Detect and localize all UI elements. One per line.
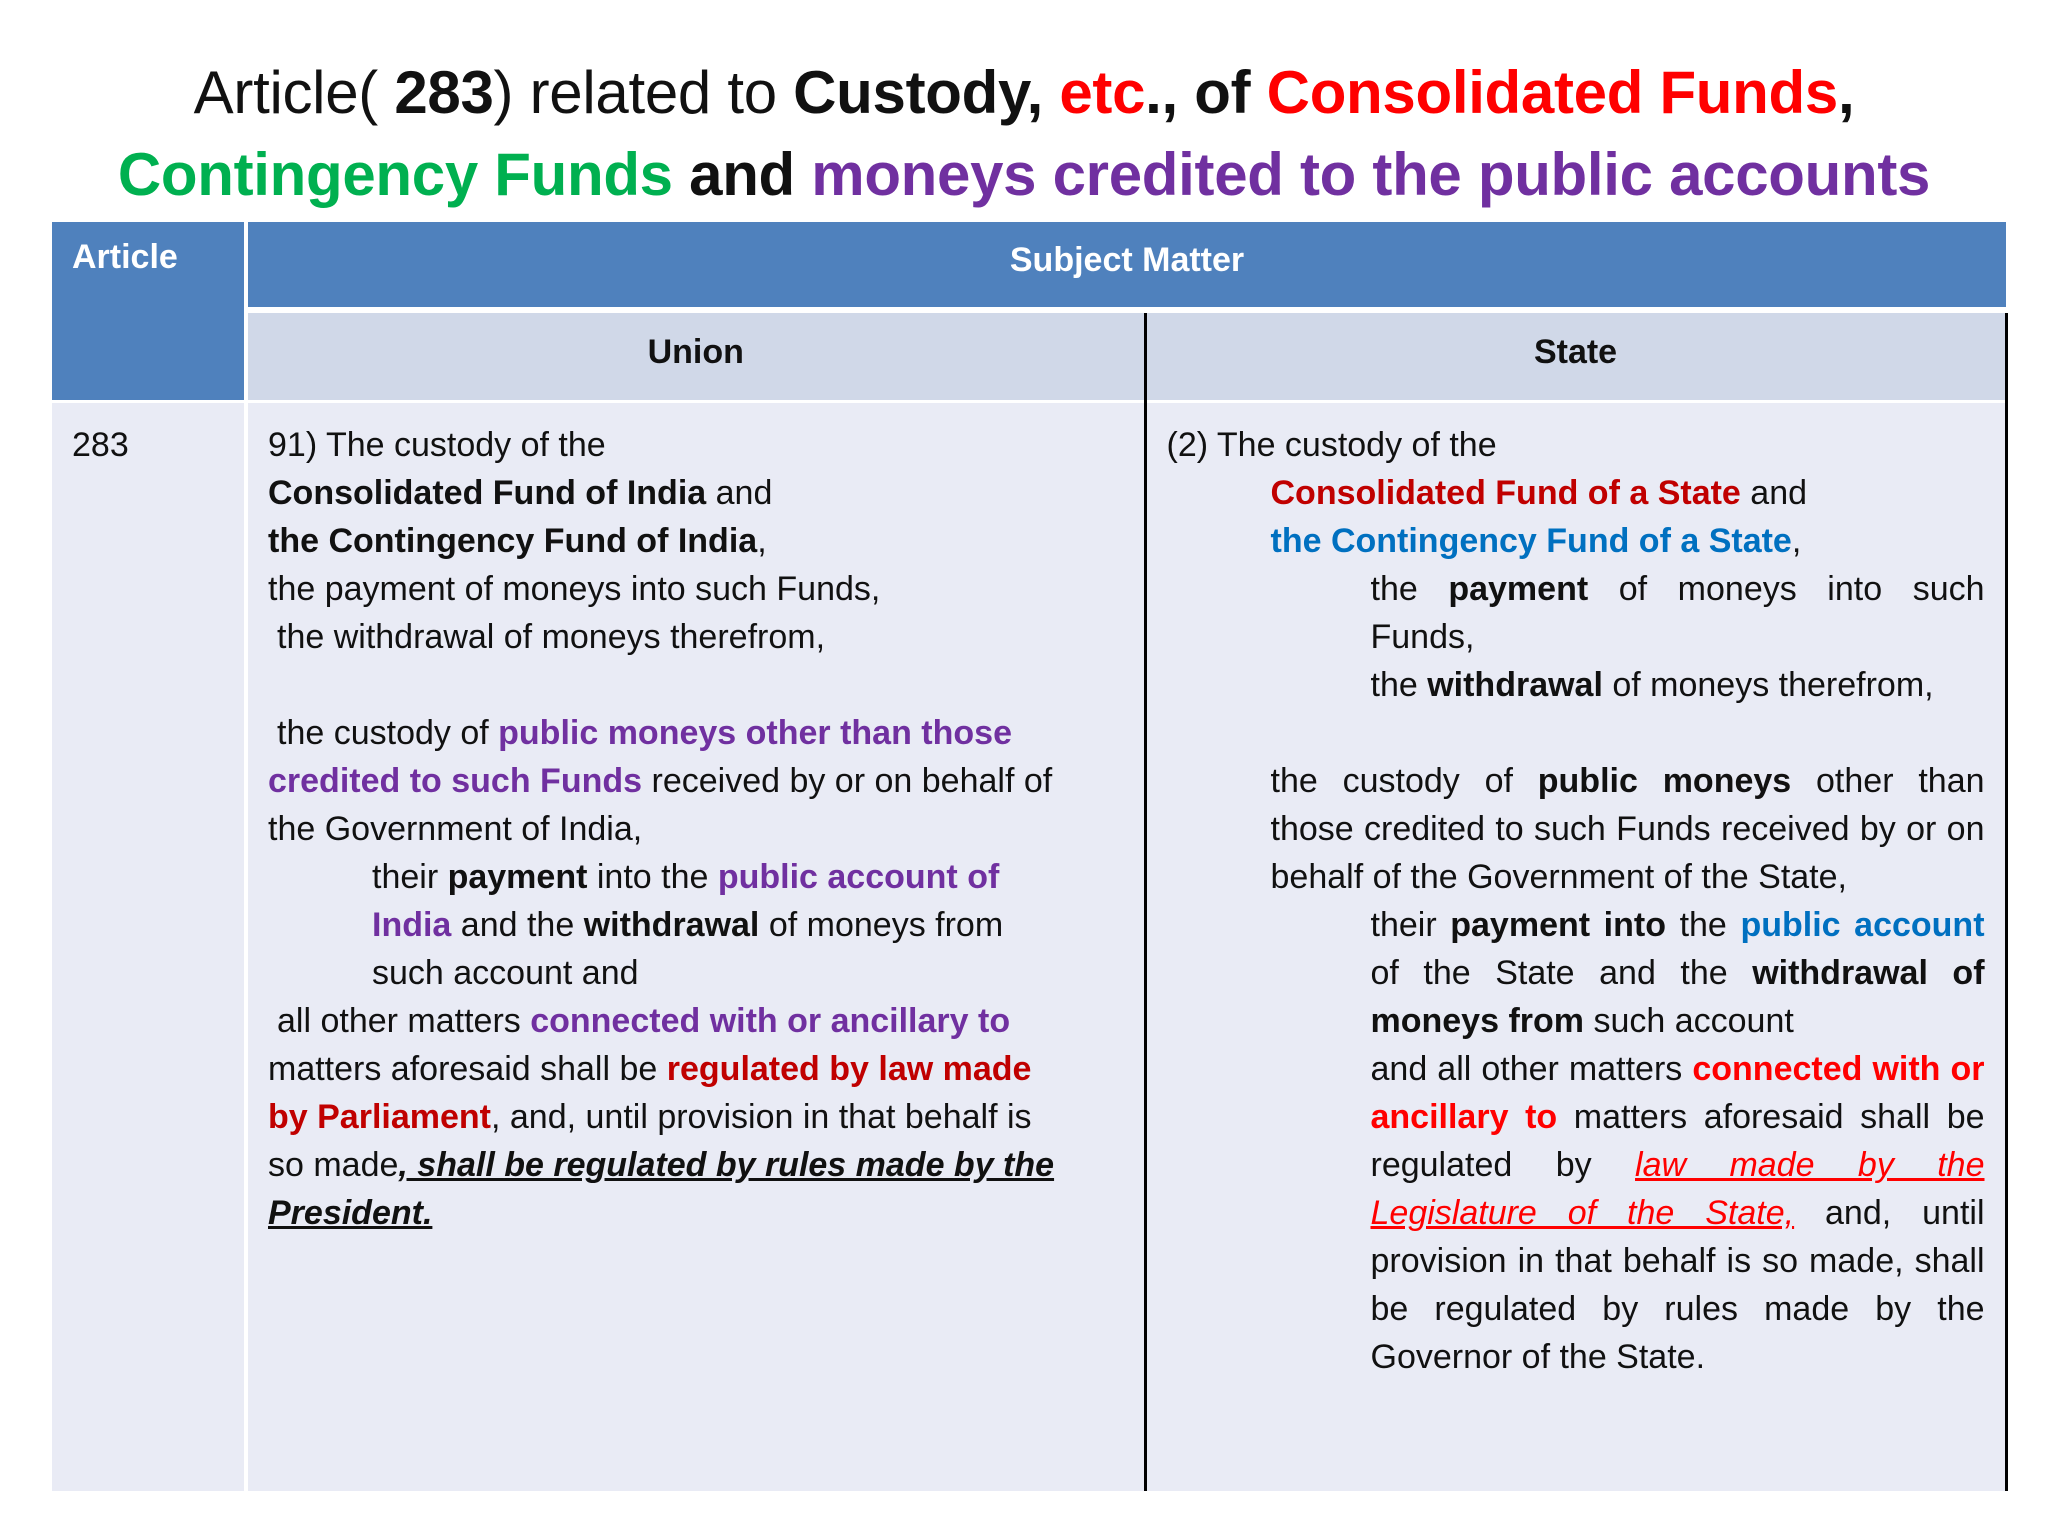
state-text: and all other matters: [1370, 1050, 1693, 1088]
state-text: the: [1370, 666, 1428, 704]
state-text: the: [1665, 906, 1741, 944]
table-row: [52, 402, 2006, 1492]
title-and: and: [672, 141, 812, 208]
union-underlined-text: President.: [268, 1194, 433, 1232]
state-text: and: [1740, 474, 1808, 512]
union-text: all other matters: [277, 1002, 531, 1040]
title-contingency-funds: Contingency Funds: [117, 141, 673, 208]
title-line-2: [40, 134, 2008, 216]
state-text: matters aforesaid shall be regulated by: [1370, 1098, 1985, 1184]
title-comma: ,: [1837, 59, 1855, 126]
title-article-number: 283: [394, 59, 494, 126]
state-blue-text: public account: [1740, 906, 1985, 944]
union-text: of moneys from: [759, 906, 1004, 944]
state-text: ,: [1791, 522, 1802, 560]
union-text: matters aforesaid shall be: [268, 1050, 667, 1088]
union-bold-text: Consolidated Fund of India: [268, 474, 707, 512]
state-cell: [1145, 402, 2006, 1492]
union-text: received by or on behalf of: [642, 762, 1053, 800]
title-custody: Custody,: [793, 59, 1060, 126]
union-line: 91) The custody of the: [268, 426, 606, 464]
union-line: the payment of moneys into such Funds,: [268, 570, 881, 608]
union-line: [268, 517, 1104, 565]
union-line: [268, 853, 1104, 901]
union-line: such account and: [372, 954, 639, 992]
state-text: the custody of: [1270, 762, 1538, 800]
union-text: the custody of: [277, 714, 499, 752]
state-text: and, until provision in that behalf is so made, shall be regulated by rules made by the Governor of the State.: [1370, 1194, 1985, 1376]
state-text: the: [1370, 570, 1449, 608]
title-consolidated-funds: Consolidated Funds: [1266, 59, 1838, 126]
state-bold-text: payment into: [1450, 906, 1666, 944]
union-line: [268, 1093, 1104, 1141]
union-red-text: regulated by law made: [666, 1050, 1032, 1088]
union-line: [268, 469, 1104, 517]
state-red-text: Consolidated Fund of a State: [1270, 474, 1741, 512]
title-public-accounts: moneys credited to the public accounts: [811, 141, 1931, 208]
union-purple-text: public moneys other than those: [498, 714, 1012, 752]
state-text: of moneys therefrom,: [1602, 666, 1934, 704]
header-state: State: [1145, 310, 2006, 402]
union-line: the Government of India,: [268, 810, 643, 848]
state-line: [1167, 757, 1985, 901]
union-bold-text: the Contingency Fund of India: [268, 522, 758, 560]
state-line: [1167, 469, 1985, 517]
union-underlined-text: , shall be regulated by rules made by the: [398, 1146, 1055, 1184]
union-purple-text: connected with or ancillary to: [530, 1002, 1011, 1040]
union-bold-text: payment: [447, 858, 588, 896]
state-line: [1167, 565, 1985, 661]
state-blue-text: the Contingency Fund of a State: [1270, 522, 1792, 560]
state-text: of the State and the: [1370, 954, 1753, 992]
state-text: their: [1370, 906, 1451, 944]
title-line-1: [40, 52, 2008, 134]
title-text: ) related to: [493, 59, 794, 126]
header-subject-matter: Subject Matter: [246, 222, 2006, 310]
state-red-text: connected with or ancillary to: [1370, 1050, 1985, 1136]
union-text: and the: [451, 906, 584, 944]
state-line: [1167, 661, 1985, 709]
union-text: their: [372, 858, 448, 896]
title-text: Article(: [193, 59, 395, 126]
slide-title: [40, 52, 2008, 216]
state-bold-text: withdrawal of moneys from: [1370, 954, 1985, 1040]
union-text: so made: [268, 1146, 399, 1184]
union-line: [268, 1141, 1104, 1189]
union-text: ,: [757, 522, 767, 560]
state-bold-text: public moneys: [1537, 762, 1792, 800]
union-line: [268, 709, 1104, 757]
union-red-text: by Parliament: [268, 1098, 491, 1136]
union-line: [268, 757, 1104, 805]
header-article: Article: [52, 222, 246, 402]
union-purple-text: India: [372, 906, 452, 944]
article-number-cell: 283: [52, 402, 246, 1492]
state-text: other than those credited to such Funds received by or on behalf of the Government of the State,: [1270, 762, 1985, 896]
union-bold-text: withdrawal: [583, 906, 760, 944]
state-line: [1167, 1045, 1985, 1381]
spacer: [1167, 709, 1985, 757]
union-text: into the: [587, 858, 718, 896]
union-text: , and, until provision in that behalf is: [490, 1098, 1032, 1136]
union-text: and: [706, 474, 773, 512]
header-union: Union: [246, 310, 1145, 402]
union-line: the withdrawal of moneys therefrom,: [277, 618, 826, 656]
state-underlined-text: law made by the Legislature of the State,: [1370, 1146, 1985, 1232]
state-line: (2) The custody of the: [1166, 426, 1497, 464]
union-line: [268, 1045, 1104, 1093]
state-text: of moneys into such Funds,: [1370, 570, 1985, 656]
spacer: [268, 661, 1104, 709]
union-line: [268, 997, 1104, 1045]
union-line: [268, 901, 1104, 949]
state-bold-text: payment: [1448, 570, 1589, 608]
state-line: [1167, 901, 1985, 1045]
state-line: [1167, 517, 1985, 565]
union-purple-text: credited to such Funds: [268, 762, 643, 800]
article-table: [52, 222, 2008, 1491]
union-line: [268, 1189, 1104, 1237]
union-purple-text: public account of: [717, 858, 1000, 896]
title-etc: etc: [1059, 59, 1146, 126]
state-text: such account: [1584, 1002, 1794, 1040]
union-cell: [246, 402, 1145, 1492]
state-bold-text: withdrawal: [1427, 666, 1603, 704]
title-of: ., of: [1145, 59, 1267, 126]
